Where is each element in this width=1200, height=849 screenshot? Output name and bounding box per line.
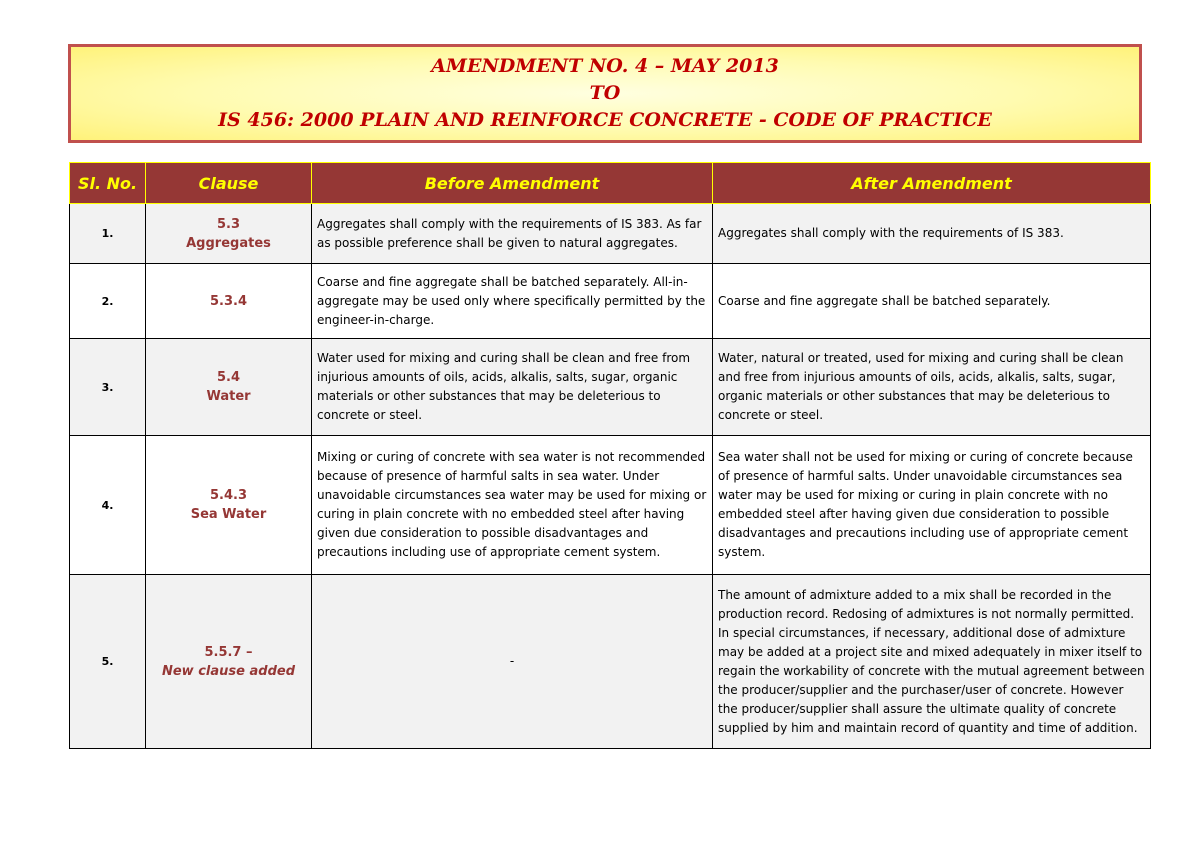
clause-name: Water — [206, 389, 251, 404]
sl-no-cell: 1. — [70, 204, 146, 264]
before-amendment-cell: - — [312, 575, 713, 749]
clause-number: 5.4.3 — [209, 488, 247, 503]
table-header-row — [70, 163, 1151, 204]
before-amendment-cell: Mixing or curing of concrete with sea water is not recommended because of presence of harmful salts in sea water. Under unavoidable circumstances sea water may be used for mixing or curing in plain concrete with no embedded steel after having given due consideration to possible disadvantages and precautions including use of appropriate cement system. — [312, 436, 713, 575]
before-amendment-cell: Coarse and fine aggregate shall be batched separately. All-in-aggregate may be used only where specifically permitted by the engineer-in-charge. — [312, 264, 713, 339]
table-row — [70, 436, 1151, 575]
header-clause: Clause — [146, 163, 312, 204]
after-amendment-cell: Aggregates shall comply with the requirements of IS 383. — [713, 204, 1151, 264]
sl-no-cell: 4. — [70, 436, 146, 575]
clause-number: 5.5.7 – — [204, 644, 253, 660]
after-amendment-cell: The amount of admixture added to a mix shall be recorded in the production record. Redosing of admixtures is not normally permitted. In special circumstances, if necessary, additional dose of admixture may be added at a project site and mixed adequately in mixer itself to regain the workability of concrete with the mutual agreement between the producer/supplier and the purchaser/user of concrete. However the producer/supplier shall assure the ultimate quality of concrete supplied by him and maintain record of quantity and time of addition. — [713, 575, 1151, 749]
clause-number: 5.4 — [216, 370, 241, 385]
table-row — [70, 339, 1151, 436]
after-amendment-cell: Sea water shall not be used for mixing or curing of concrete because of presence of harmful salts. Under unavoidable circumstances sea water may be used for mixing or curing in plain concrete with no embedded steel after having given due consideration to possible disadvantages and precautions including use of appropriate cement system. — [713, 436, 1151, 575]
title-line-1: AMENDMENT NO. 4 – MAY 2013 — [431, 55, 779, 77]
after-amendment-cell: Coarse and fine aggregate shall be batched separately. — [713, 264, 1151, 339]
before-amendment-cell: Aggregates shall comply with the requirements of IS 383. As far as possible preference shall be given to natural aggregates. — [312, 204, 713, 264]
sl-no-cell: 3. — [70, 339, 146, 436]
title-banner — [68, 44, 1142, 143]
amendment-table — [69, 162, 1151, 749]
clause-name: New clause added — [161, 663, 295, 679]
sl-no-cell: 5. — [70, 575, 146, 749]
header-before-amendment: Before Amendment — [312, 163, 713, 204]
title-line-3: IS 456: 2000 PLAIN AND REINFORCE CONCRETE - CODE OF PRACTICE — [218, 109, 992, 131]
clause-name: Sea Water — [190, 507, 267, 522]
clause-cell — [146, 264, 312, 339]
title-line-2: TO — [589, 82, 621, 104]
sl-no-cell: 2. — [70, 264, 146, 339]
after-amendment-cell: Water, natural or treated, used for mixing and curing shall be clean and free from injurious amounts of oils, acids, alkalis, salts, sugar, organic materials or other substances that may be deleterious to concrete or steel. — [713, 339, 1151, 436]
clause-cell — [146, 575, 312, 749]
clause-cell — [146, 204, 312, 264]
clause-cell — [146, 436, 312, 575]
header-after-amendment: After Amendment — [713, 163, 1151, 204]
clause-number: 5.3 — [216, 216, 241, 232]
table-row — [70, 575, 1151, 749]
table-row — [70, 264, 1151, 339]
before-amendment-cell: Water used for mixing and curing shall be clean and free from injurious amounts of oils, acids, alkalis, salts, sugar, organic materials or other substances that may be deleterious to concrete or steel. — [312, 339, 713, 436]
clause-number: 5.3.4 — [209, 293, 247, 309]
header-sl-no: Sl. No. — [70, 163, 146, 204]
table-row — [70, 204, 1151, 264]
clause-name: Aggregates — [186, 235, 271, 251]
clause-cell — [146, 339, 312, 436]
